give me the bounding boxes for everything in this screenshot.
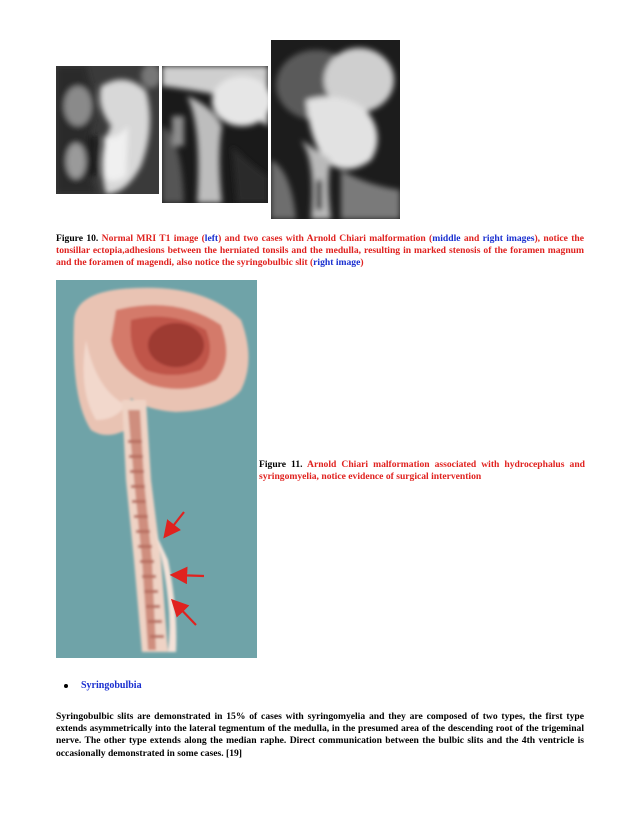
section-bullet (64, 680, 142, 691)
figure-10-label: Figure 10. (56, 233, 99, 244)
mri-chiari-right-image (271, 40, 400, 219)
figure-11-caption (259, 459, 585, 483)
specimen-photo (56, 280, 257, 658)
figure-11-label: Figure 11. (259, 459, 303, 470)
caption-text: ) (360, 257, 364, 268)
bullet-icon (64, 684, 68, 688)
syringobulbia-paragraph: Syringobulbic slits are demonstrated in 15% of cases with syringomyelia and they are composed of two types, the first type extends asymmetrically into the lateral tegmentum of the medulla, in the presumed area of the descending root of the trigeminal nerve. The other type extends along the median raphe. Direct communication between the bulbic slits and the 4th ventricle is occasionally demonstrated in some cases. [19] (56, 711, 584, 759)
section-heading-syringobulbia: Syringobulbia (81, 680, 142, 691)
figure-10-caption (56, 233, 584, 269)
caption-text: Normal MRI T1 image ( (101, 233, 205, 244)
mri-chiari-middle-image (162, 66, 268, 203)
caption-text: and (463, 233, 480, 244)
caption-highlight-right-image: right image (313, 257, 361, 268)
caption-highlight-middle: middle (432, 233, 461, 244)
mri-normal-image (56, 66, 159, 194)
figure-11-text: Arnold Chiari malformation associated with hydrocephalus and syringomyelia, notice evidence of surgical intervention (259, 459, 585, 482)
caption-highlight-right: right images (482, 233, 535, 244)
caption-highlight-left: left (204, 233, 219, 244)
caption-text: ), notice the tonsillar ectopia,adhesions between the herniated tonsils and the medulla, resulting in marked stenosis of the foramen magnum and the foramen of magendi, also notice the syringobulbic slit ( (56, 233, 584, 268)
caption-text: ) and two cases with Arnold Chiari malformation ( (218, 233, 433, 244)
